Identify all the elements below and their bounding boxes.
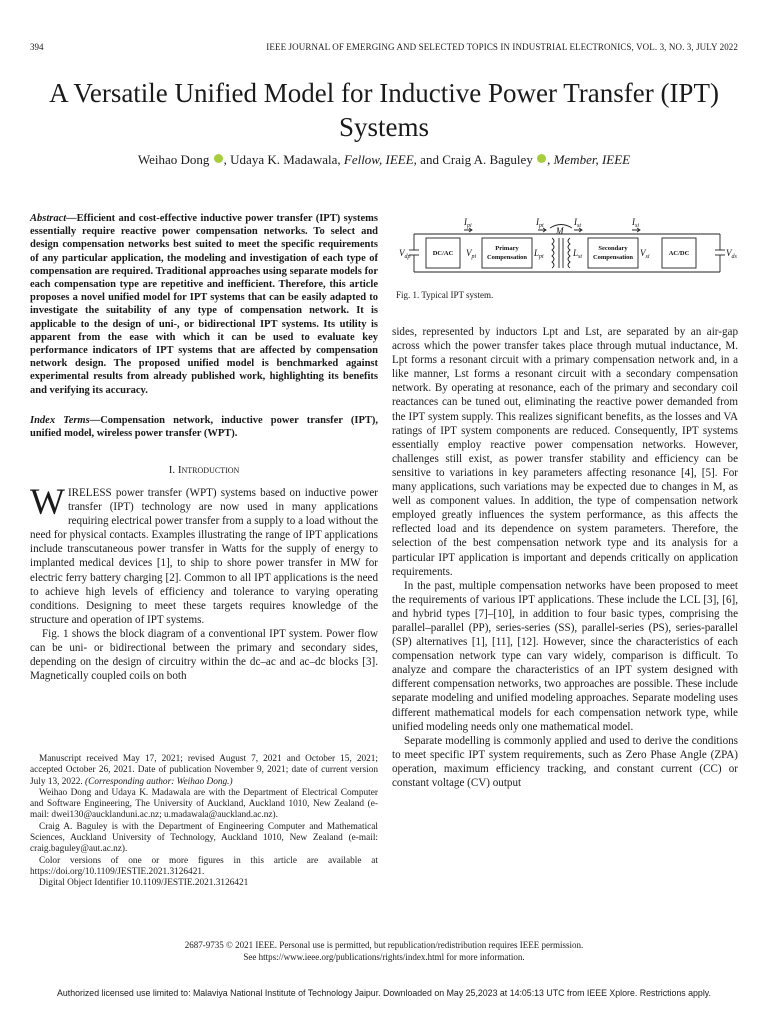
author-madawala-title: Fellow, IEEE <box>343 152 414 167</box>
index-terms <box>30 414 378 440</box>
copyright-line-2: See https://www.ieee.org/publications/rights/index.html for more information. <box>243 951 525 962</box>
index-terms-text: Compensation network, inductive power transfer (IPT), unified model, wireless power transfer (WPT). <box>30 415 378 440</box>
label-ipt: $I_{pt}$ <box>536 217 544 229</box>
label-ipi: $I_{pi}$ <box>464 217 472 229</box>
label-vds: $V_{ds}$ <box>726 248 737 260</box>
body-paragraph: sides, represented by inductors Lpt and Lst, are separated by an air-gap across which the power transfer takes place through mutual inductance, M. Lpt forms a resonant circuit with a primary compensation network and, in a like manner, Lst forms a resonant circuit with a secondary compensation network. By operating at resonance, each of the primary and secondary coil reactances can be tuned out, eliminating the reactive power demanded from the IPT system supply. This realizes significant benefits, as the losses and VA ratings of IPT system components are reduced. Consequently, IPT systems essentially employ reactive power compensation networks. However, challenges still exist, as power transfer stability and efficiency can be sensitive to variations in key parameters affecting resonance [4], [5]. For many applications, such variations may be expected due to changes in M, as well as component values. In addition, the type of compensation network employed greatly influences the system performance, as this affects the reflected load and its dependence on system parameters. Therefore, the selection of the best compensation network type and its analysis for a particular IPT application is important and depends critically on application requirements. <box>392 326 738 578</box>
label-ist: $I_{st}$ <box>574 217 582 229</box>
footnote-doi: Digital Object Identifier 10.1109/JESTIE.2021.3126421 <box>39 878 249 889</box>
label-lst: $L_{st}$ <box>573 248 583 260</box>
abstract <box>30 212 378 397</box>
orcid-icon[interactable] <box>537 154 546 163</box>
introduction-text <box>30 482 378 683</box>
primary-label-1: Primary <box>495 245 519 252</box>
label-vdp: $V_{dp}$ <box>399 248 411 260</box>
body-paragraph: Separate modelling is commonly applied and used to derive the conditions to meet specific IPT system requirements, such as Zero Phase Angle (ZPA) operation, maximum efficiency tracking, and constant current (CC) or constant voltage (CV) output <box>392 734 738 789</box>
secondary-compensation-block <box>588 238 638 268</box>
corresponding-author: (Corresponding author: Weihao Dong.) <box>85 776 233 787</box>
author-madawala: , Udaya K. Madawala, <box>223 152 344 167</box>
section-heading <box>30 464 378 476</box>
footnote-dates <box>30 754 378 788</box>
author-baguley-title: , Member, IEEE <box>547 152 631 167</box>
label-vpi: $V_{pi}$ <box>466 248 477 260</box>
body-paragraph: In the past, multiple compensation networks have been proposed to meet the requirements of various IPT applications. These include the LCL [3], [6], and hybrid types [7]–[10], in addition to four basic types, comprising the parallel–parallel (PP), series-series (SS), parallel-series (PS), series-parallel (SP) alternatives [1], [11], [12]. However, since the characteristics of each compensation network type can vary widely, comparison is difficult. To analyze and compare the characteristics of an IPT system designed with different compensation networks, two approaches are possible. These include separate modeling and unified modeling approaches. Separate modeling uses different mathematical models for each compensation network type, while unified modeling needs only one mathematical model. <box>392 579 738 733</box>
intro-paragraph <box>30 482 378 627</box>
secondary-label-1: Secondary <box>598 245 628 252</box>
copyright-notice <box>40 940 728 963</box>
footnote-dates-text: Manuscript received May 17, 2021; revised August 7, 2021 and October 15, 2021; accepted October 26, 2021. Date of publication November 9, 2021; date of current version July 13, 2022. <box>30 754 378 787</box>
label-lpt: $L_{pt}$ <box>534 248 544 260</box>
label-vsi: $V_{si}$ <box>640 248 650 260</box>
dcac-label: DC/AC <box>432 250 454 257</box>
footnote-affiliation-2: Craig A. Baguley is with the Department of Engineering Computer and Mathematical Sciences, Auckland University of Technology, Auckland 1010, New Zealand (e-mail: craig.baguley@aut.ac.nz). <box>30 821 378 855</box>
ipt-system-diagram <box>396 210 736 286</box>
figure-caption: Fig. 1. Typical IPT system. <box>396 290 494 300</box>
license-footer: Authorized licensed use limited to: Malaviya National Institute of Technology Jaipur. Downloaded on May 25,2023 at 14:05:13 UTC from IEEE Xplore. Restrictions apply. <box>57 988 711 998</box>
footnote <box>30 754 378 890</box>
footnote-color: Color versions of one or more figures in this article are available at https://doi.org/10.1109/JESTIE.2021.3126421. <box>30 855 378 877</box>
journal-header: IEEE JOURNAL OF EMERGING AND SELECTED TOPICS IN INDUSTRIAL ELECTRONICS, VOL. 3, NO. 3, JULY 2022 <box>266 42 738 52</box>
drop-cap: W <box>30 482 65 523</box>
page-number: 394 <box>30 42 44 52</box>
index-terms-lead: Index Terms— <box>30 415 101 426</box>
right-column-text <box>392 325 738 790</box>
label-m: M <box>556 226 564 236</box>
intro-p1: IRELESS power transfer (WPT) systems based on inductive power transfer (IPT) technology are now used in many applications requiring electrical power transfer from a supply to a load without the need for physical contacts. Examples illustrating the range of IPT applications include transcutaneous power transfer in Watts for the supply of energy to implanted medical devices [1], to ship to shore power transfer in MW for electric ferry battery charging [2]. Common to all IPT applications is the need to achieve high levels of efficiency and tolerance to varying operating conditions. Designing to meet these targets requires knowledge of the structure and operation of IPT systems. <box>30 487 378 626</box>
label-isi: $I_{si}$ <box>632 217 640 229</box>
abstract-text: Efficient and cost-effective inductive power transfer (IPT) systems essentially require reactive power compensation networks. To select and design compensation networks best suited to meet the specific requirements of any particular application, the modeling and investigation of each type of compensation are required. Traditional approaches using separate models for each compensation type are repetitive and inefficient. Therefore, this article proposes a novel unified model for IPT systems that can be easily adapted to investigate the suitability of any type of compensation network. It is applicable to the design of uni-, or bidirectional IPT systems. Its utility is apparent from the ease with which it can be used to evaluate key performance indicators of IPT systems that are affected by compensation network design. The proposed unified model is benchmarked against experimental results from already published work, highlighting its benefits and verifying its accuracy. <box>30 213 378 396</box>
intro-paragraph: Fig. 1 shows the block diagram of a conventional IPT system. Power flow can be uni- or bidirectional between the primary and secondary sides, depending on the design of circuitry within the dc–ac and ac–dc blocks [3]. Magnetically coupled coils on both <box>30 627 378 683</box>
acdc-label: AC/DC <box>668 250 690 257</box>
abstract-lead: Abstract— <box>30 213 77 224</box>
paper-title: A Versatile Unified Model for Inductive Power Transfer (IPT) Systems <box>49 78 719 142</box>
primary-compensation-block <box>482 238 532 268</box>
section-title: Introduction <box>177 464 240 476</box>
section-number: I. <box>168 464 178 476</box>
secondary-label-2: Compensation <box>592 254 634 261</box>
author-dong: Weihao Dong <box>137 152 210 167</box>
footnote-affiliation-1: Weihao Dong and Udaya K. Madawala are with the Department of Electrical Computer and Software Engineering, The University of Auckland, Auckland 1010, New Zealand (e-mail: dwei130@aucklanduni.ac.nz; u.madawala@auckland.ac.nz). <box>30 787 378 821</box>
copyright-line-1: 2687-9735 © 2021 IEEE. Personal use is permitted, but republication/redistribution requires IEEE permission. <box>184 940 584 950</box>
orcid-icon[interactable] <box>214 154 223 163</box>
primary-label-2: Compensation <box>486 254 528 261</box>
author-line <box>40 152 728 168</box>
author-baguley: , and Craig A. Baguley <box>413 152 533 167</box>
